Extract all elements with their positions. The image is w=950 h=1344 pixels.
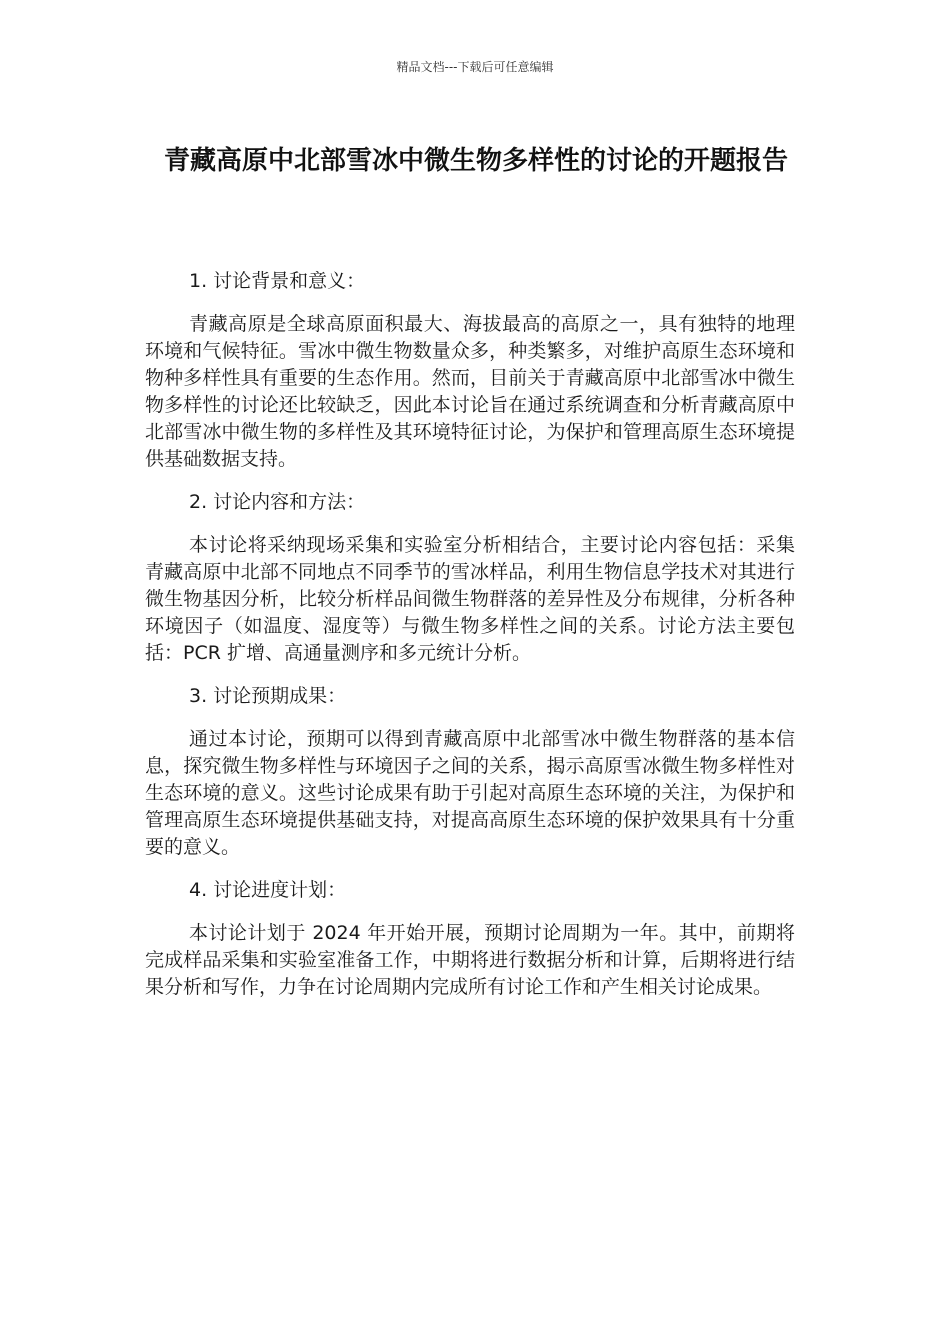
header-note: 精品文档---下载后可任意编辑 (396, 60, 554, 74)
section-heading-content-methods: 2. 讨论内容和方法： (189, 491, 366, 513)
section-heading-schedule: 4. 讨论进度计划： (189, 879, 347, 901)
section-body-schedule: 本讨论计划于 2024 年开始开展，预期讨论周期为一年。其中，前期将完成样品采集和实验室准备工作，中期将进行数据分析和计算，后期将进行结果分析和写作，力争在讨论周期内完成所有讨论工作和产生相关讨论成果。 (145, 922, 795, 998)
section-body-expected-results: 通过本讨论，预期可以得到青藏高原中北部雪冰中微生物群落的基本信息，探究微生物多样性与环境因子之间的关系，揭示高原雪冰微生物多样性对生态环境的意义。这些讨论成果有助于引起对高原生态环境的关注，为保护和管理高原生态环境提供基础支持，对提高高原生态环境的保护效果具有十分重要的意义。 (145, 728, 795, 858)
document-title: 青藏高原中北部雪冰中微生物多样性的讨论的开题报告 (163, 146, 788, 176)
document-body (145, 268, 795, 1017)
section-body-background: 青藏高原是全球高原面积最大、海拔最高的高原之一，具有独特的地理环境和气候特征。雪冰中微生物数量众多，种类繁多，对维护高原生态环境和物种多样性具有重要的生态作用。然而，目前关于青藏高原中北部雪冰中微生物多样性的讨论还比较缺乏，因此本讨论旨在通过系统调查和分析青藏高原中北部雪冰中微生物的多样性及其环境特征讨论，为保护和管理高原生态环境提供基础数据支持。 (145, 313, 795, 470)
section-heading-expected-results: 3. 讨论预期成果： (189, 685, 347, 707)
section-body-content-methods: 本讨论将采纳现场采集和实验室分析相结合，主要讨论内容包括：采集青藏高原中北部不同地点不同季节的雪冰样品，利用生物信息学技术对其进行微生物基因分析，比较分析样品间微生物群落的差异性及分布规律，分析各种环境因子（如温度、湿度等）与微生物多样性之间的关系。讨论方法主要包括：PCR 扩增、高通量测序和多元统计分析。 (145, 534, 795, 664)
section-heading-background: 1. 讨论背景和意义： (189, 270, 366, 292)
